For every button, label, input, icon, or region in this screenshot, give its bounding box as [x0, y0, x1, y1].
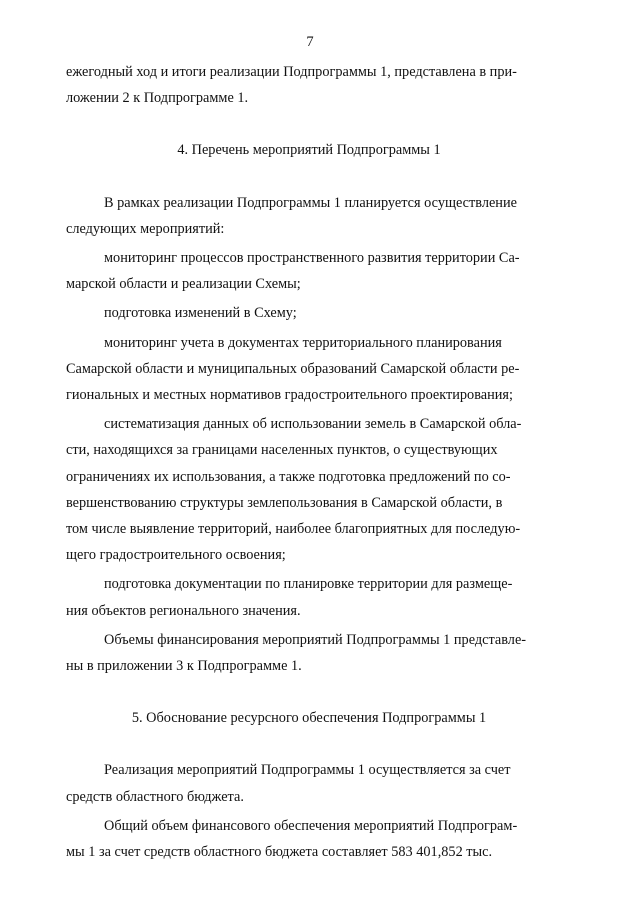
- list-item-scheme-changes: подготовка изменений в Схему;: [104, 305, 297, 322]
- list-item-planning-docs: подготовка документации по планировке территории для размеще- ния объектов регионального значения.: [66, 576, 513, 619]
- paragraph-continuation: ежегодный ход и итоги реализации Подпрограммы 1, представлена в при- ложении 2 к Подпрограмме 1.: [66, 64, 517, 107]
- paragraph-funding-source: Реализация мероприятий Подпрограммы 1 осуществляется за счет средств областного бюджета.: [66, 762, 511, 805]
- page-number: 7: [306, 34, 314, 50]
- paragraph-financing-volumes: Объемы финансирования мероприятий Подпрограммы 1 представле- ны в приложении 3 к Подпрограмме 1.: [66, 631, 527, 675]
- list-item-monitoring-development: мониторинг процессов пространственного развития территории Са- марской области и реализации Схемы;: [66, 250, 520, 293]
- list-item-monitoring-norms: мониторинг учета в документах территориального планирования Самарской области и муниципальных образований Самарской области ре- гиональных и местных нормативов градостроительного проектирования;: [66, 334, 520, 404]
- paragraph-total-funding: Общий объем финансового обеспечения мероприятий Подпрограм- мы 1 за счет средств областного бюджета составляет 583 401,852 тыс.: [66, 817, 518, 861]
- paragraph-intro-measures: В рамках реализации Подпрограммы 1 планируется осуществление следующих мероприятий:: [66, 194, 517, 237]
- document-body: [66, 59, 552, 865]
- section-heading-5: 5. Обоснование ресурсного обеспечения Подпрограммы 1: [131, 710, 487, 727]
- list-item-land-data: систематизация данных об использовании земель в Самарской обла- сти, находящихся за границами населенных пунктов, о существующих ограничениях их использования, а также подготовка предложений по со- вершенствованию структуры землепользования в Самарской области, в том числе выявление территорий, наиболее благоприятных для последую- щего градостроительного освоения;: [66, 416, 522, 564]
- section-heading-4: 4. Перечень мероприятий Подпрограммы 1: [177, 142, 441, 159]
